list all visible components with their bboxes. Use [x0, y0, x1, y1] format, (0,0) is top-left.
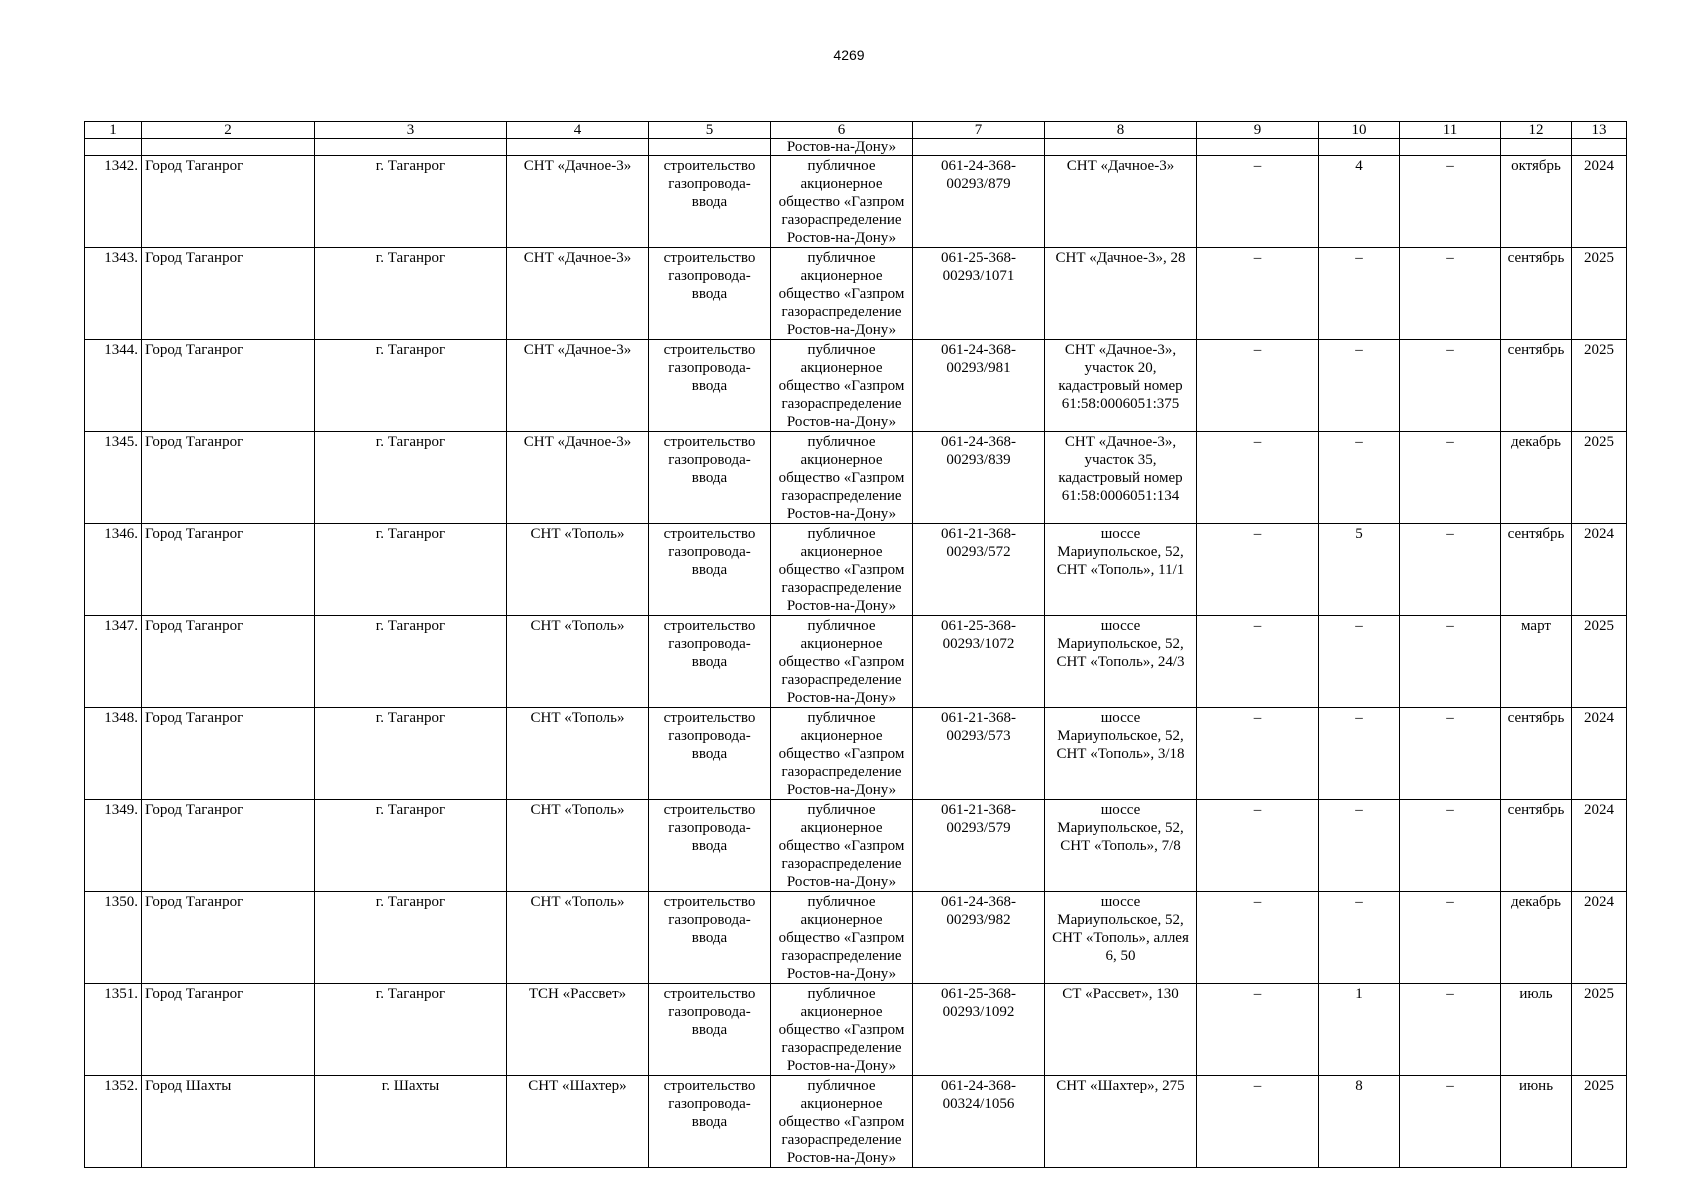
cell-settlement: г. Таганрог — [315, 892, 507, 984]
cell-year: 2024 — [1572, 708, 1627, 800]
cell-organization: публичное акционерное общество «Газпром газораспределение Ростов-на-Дону» — [771, 616, 913, 708]
cell-work-type: строительство газопровода-ввода — [649, 616, 771, 708]
cell-year: 2025 — [1572, 340, 1627, 432]
cell-row-number: 1351. — [85, 984, 142, 1076]
cell-address: шоссе Мариупольское, 52, СНТ «Тополь», 7/8 — [1045, 800, 1197, 892]
cell-address: СНТ «Дачное-3», 28 — [1045, 248, 1197, 340]
cell-object-name: СНТ «Тополь» — [507, 800, 649, 892]
table-row — [85, 800, 1627, 892]
cell-address: шоссе Мариупольское, 52, СНТ «Тополь», 11/1 — [1045, 524, 1197, 616]
cell-work-type: строительство газопровода-ввода — [649, 432, 771, 524]
column-header: 7 — [913, 122, 1045, 139]
column-number-row — [85, 122, 1627, 139]
table-cell — [1319, 139, 1400, 156]
cell-settlement: г. Таганрог — [315, 708, 507, 800]
cell-work-type: строительство газопровода-ввода — [649, 708, 771, 800]
cell-col-9: – — [1197, 892, 1319, 984]
cell-municipality: Город Таганрог — [142, 708, 315, 800]
cell-col-10: – — [1319, 432, 1400, 524]
cell-col-11: – — [1400, 800, 1501, 892]
cell-organization: публичное акционерное общество «Газпром газораспределение Ростов-на-Дону» — [771, 1076, 913, 1168]
cell-row-number: 1343. — [85, 248, 142, 340]
cell-col-9: – — [1197, 1076, 1319, 1168]
cell-settlement: г. Таганрог — [315, 800, 507, 892]
cell-col-9: – — [1197, 432, 1319, 524]
cell-col-11: – — [1400, 984, 1501, 1076]
cell-col-11: – — [1400, 432, 1501, 524]
column-header: 3 — [315, 122, 507, 139]
cell-municipality: Город Таганрог — [142, 340, 315, 432]
cell-spec-number: 061-24-368-00324/1056 — [913, 1076, 1045, 1168]
cell-municipality: Город Таганрог — [142, 984, 315, 1076]
cell-spec-number: 061-25-368-00293/1071 — [913, 248, 1045, 340]
cell-municipality: Город Таганрог — [142, 248, 315, 340]
cell-object-name: ТСН «Рассвет» — [507, 984, 649, 1076]
table-cell — [85, 139, 142, 156]
cell-spec-number: 061-21-368-00293/579 — [913, 800, 1045, 892]
cell-row-number: 1344. — [85, 340, 142, 432]
cell-month: декабрь — [1501, 892, 1572, 984]
table-row — [85, 156, 1627, 248]
cell-col-9: – — [1197, 156, 1319, 248]
cell-settlement: г. Таганрог — [315, 984, 507, 1076]
table-cell — [1400, 139, 1501, 156]
cell-month: июнь — [1501, 1076, 1572, 1168]
cell-col-11: – — [1400, 340, 1501, 432]
cell-organization: публичное акционерное общество «Газпром газораспределение Ростов-на-Дону» — [771, 892, 913, 984]
cell-settlement: г. Таганрог — [315, 340, 507, 432]
cell-object-name: СНТ «Тополь» — [507, 892, 649, 984]
cell-spec-number: 061-24-368-00293/981 — [913, 340, 1045, 432]
cell-settlement: г. Таганрог — [315, 524, 507, 616]
cell-municipality: Город Таганрог — [142, 524, 315, 616]
cell-year: 2025 — [1572, 616, 1627, 708]
cell-year: 2025 — [1572, 984, 1627, 1076]
cell-work-type: строительство газопровода-ввода — [649, 248, 771, 340]
cell-month: сентябрь — [1501, 524, 1572, 616]
cell-col-11: – — [1400, 708, 1501, 800]
cell-organization: публичное акционерное общество «Газпром газораспределение Ростов-на-Дону» — [771, 800, 913, 892]
table-cell — [507, 139, 649, 156]
column-header: 9 — [1197, 122, 1319, 139]
cell-col-10: – — [1319, 616, 1400, 708]
cell-month: сентябрь — [1501, 800, 1572, 892]
cell-col-10: – — [1319, 892, 1400, 984]
cell-work-type: строительство газопровода-ввода — [649, 892, 771, 984]
cell-address: шоссе Мариупольское, 52, СНТ «Тополь», 24/3 — [1045, 616, 1197, 708]
cell-spec-number: 061-24-368-00293/839 — [913, 432, 1045, 524]
table-row — [85, 616, 1627, 708]
table-cell — [1197, 139, 1319, 156]
cell-row-number: 1352. — [85, 1076, 142, 1168]
table-cell: Ростов-на-Дону» — [771, 139, 913, 156]
cell-work-type: строительство газопровода-ввода — [649, 340, 771, 432]
cell-address: СНТ «Дачное-3», участок 20, кадастровый номер 61:58:0006051:375 — [1045, 340, 1197, 432]
table-cell — [315, 139, 507, 156]
cell-col-11: – — [1400, 156, 1501, 248]
cell-spec-number: 061-24-368-00293/879 — [913, 156, 1045, 248]
cell-organization: публичное акционерное общество «Газпром газораспределение Ростов-на-Дону» — [771, 432, 913, 524]
cell-col-10: 1 — [1319, 984, 1400, 1076]
column-header: 2 — [142, 122, 315, 139]
cell-municipality: Город Таганрог — [142, 616, 315, 708]
cell-row-number: 1349. — [85, 800, 142, 892]
column-header: 10 — [1319, 122, 1400, 139]
cell-organization: публичное акционерное общество «Газпром газораспределение Ростов-на-Дону» — [771, 524, 913, 616]
cell-row-number: 1348. — [85, 708, 142, 800]
column-header: 4 — [507, 122, 649, 139]
cell-object-name: СНТ «Дачное-3» — [507, 156, 649, 248]
column-header: 12 — [1501, 122, 1572, 139]
cell-year: 2024 — [1572, 892, 1627, 984]
column-header: 5 — [649, 122, 771, 139]
column-header: 6 — [771, 122, 913, 139]
table-cell — [1045, 139, 1197, 156]
cell-address: СНТ «Дачное-3» — [1045, 156, 1197, 248]
cell-year: 2024 — [1572, 800, 1627, 892]
cell-col-10: – — [1319, 340, 1400, 432]
cell-object-name: СНТ «Тополь» — [507, 616, 649, 708]
continuation-row — [85, 139, 1627, 156]
cell-col-11: – — [1400, 616, 1501, 708]
cell-settlement: г. Таганрог — [315, 616, 507, 708]
registry-table — [84, 121, 1627, 1168]
cell-work-type: строительство газопровода-ввода — [649, 984, 771, 1076]
cell-address: СНТ «Дачное-3», участок 35, кадастровый номер 61:58:0006051:134 — [1045, 432, 1197, 524]
cell-municipality: Город Таганрог — [142, 892, 315, 984]
cell-settlement: г. Таганрог — [315, 156, 507, 248]
cell-row-number: 1350. — [85, 892, 142, 984]
cell-organization: публичное акционерное общество «Газпром газораспределение Ростов-на-Дону» — [771, 248, 913, 340]
cell-object-name: СНТ «Дачное-3» — [507, 340, 649, 432]
cell-spec-number: 061-21-368-00293/572 — [913, 524, 1045, 616]
cell-col-9: – — [1197, 800, 1319, 892]
cell-municipality: Город Таганрог — [142, 156, 315, 248]
cell-month: октябрь — [1501, 156, 1572, 248]
cell-col-9: – — [1197, 616, 1319, 708]
cell-col-11: – — [1400, 524, 1501, 616]
table-cell — [913, 139, 1045, 156]
cell-month: декабрь — [1501, 432, 1572, 524]
cell-month: сентябрь — [1501, 248, 1572, 340]
cell-municipality: Город Таганрог — [142, 432, 315, 524]
cell-col-11: – — [1400, 892, 1501, 984]
page-number: 4269 — [833, 47, 865, 63]
table-cell — [142, 139, 315, 156]
cell-object-name: СНТ «Дачное-3» — [507, 432, 649, 524]
cell-month: март — [1501, 616, 1572, 708]
cell-work-type: строительство газопровода-ввода — [649, 1076, 771, 1168]
cell-col-9: – — [1197, 248, 1319, 340]
cell-month: сентябрь — [1501, 708, 1572, 800]
cell-address: шоссе Мариупольское, 52, СНТ «Тополь», 3/18 — [1045, 708, 1197, 800]
cell-year: 2025 — [1572, 432, 1627, 524]
table-row — [85, 340, 1627, 432]
table-cell — [649, 139, 771, 156]
column-header: 8 — [1045, 122, 1197, 139]
cell-col-10: – — [1319, 248, 1400, 340]
cell-month: июль — [1501, 984, 1572, 1076]
cell-row-number: 1345. — [85, 432, 142, 524]
cell-settlement: г. Таганрог — [315, 248, 507, 340]
table-cell — [1501, 139, 1572, 156]
table-row — [85, 1076, 1627, 1168]
cell-object-name: СНТ «Тополь» — [507, 708, 649, 800]
cell-address: шоссе Мариупольское, 52, СНТ «Тополь», аллея 6, 50 — [1045, 892, 1197, 984]
table-row — [85, 524, 1627, 616]
cell-col-10: – — [1319, 800, 1400, 892]
cell-year: 2025 — [1572, 1076, 1627, 1168]
cell-organization: публичное акционерное общество «Газпром газораспределение Ростов-на-Дону» — [771, 708, 913, 800]
cell-col-11: – — [1400, 1076, 1501, 1168]
cell-object-name: СНТ «Шахтер» — [507, 1076, 649, 1168]
cell-col-9: – — [1197, 524, 1319, 616]
cell-col-10: 8 — [1319, 1076, 1400, 1168]
table-row — [85, 248, 1627, 340]
cell-work-type: строительство газопровода-ввода — [649, 156, 771, 248]
cell-municipality: Город Шахты — [142, 1076, 315, 1168]
cell-organization: публичное акционерное общество «Газпром газораспределение Ростов-на-Дону» — [771, 340, 913, 432]
cell-municipality: Город Таганрог — [142, 800, 315, 892]
column-header: 13 — [1572, 122, 1627, 139]
cell-row-number: 1347. — [85, 616, 142, 708]
cell-address: СНТ «Шахтер», 275 — [1045, 1076, 1197, 1168]
table-row — [85, 892, 1627, 984]
cell-row-number: 1342. — [85, 156, 142, 248]
cell-spec-number: 061-25-368-00293/1092 — [913, 984, 1045, 1076]
cell-object-name: СНТ «Тополь» — [507, 524, 649, 616]
cell-organization: публичное акционерное общество «Газпром газораспределение Ростов-на-Дону» — [771, 156, 913, 248]
cell-month: сентябрь — [1501, 340, 1572, 432]
cell-settlement: г. Таганрог — [315, 432, 507, 524]
cell-spec-number: 061-25-368-00293/1072 — [913, 616, 1045, 708]
table-row — [85, 708, 1627, 800]
table-row — [85, 432, 1627, 524]
cell-col-9: – — [1197, 708, 1319, 800]
cell-object-name: СНТ «Дачное-3» — [507, 248, 649, 340]
cell-organization: публичное акционерное общество «Газпром газораспределение Ростов-на-Дону» — [771, 984, 913, 1076]
cell-col-10: – — [1319, 708, 1400, 800]
cell-year: 2025 — [1572, 248, 1627, 340]
cell-spec-number: 061-24-368-00293/982 — [913, 892, 1045, 984]
table-row — [85, 984, 1627, 1076]
column-header: 1 — [85, 122, 142, 139]
cell-col-11: – — [1400, 248, 1501, 340]
table-body — [85, 139, 1627, 1168]
cell-work-type: строительство газопровода-ввода — [649, 800, 771, 892]
cell-address: СТ «Рассвет», 130 — [1045, 984, 1197, 1076]
cell-col-9: – — [1197, 340, 1319, 432]
cell-settlement: г. Шахты — [315, 1076, 507, 1168]
cell-spec-number: 061-21-368-00293/573 — [913, 708, 1045, 800]
column-header: 11 — [1400, 122, 1501, 139]
table-cell — [1572, 139, 1627, 156]
cell-col-10: 4 — [1319, 156, 1400, 248]
cell-row-number: 1346. — [85, 524, 142, 616]
cell-year: 2024 — [1572, 524, 1627, 616]
cell-year: 2024 — [1572, 156, 1627, 248]
cell-col-10: 5 — [1319, 524, 1400, 616]
cell-work-type: строительство газопровода-ввода — [649, 524, 771, 616]
cell-col-9: – — [1197, 984, 1319, 1076]
